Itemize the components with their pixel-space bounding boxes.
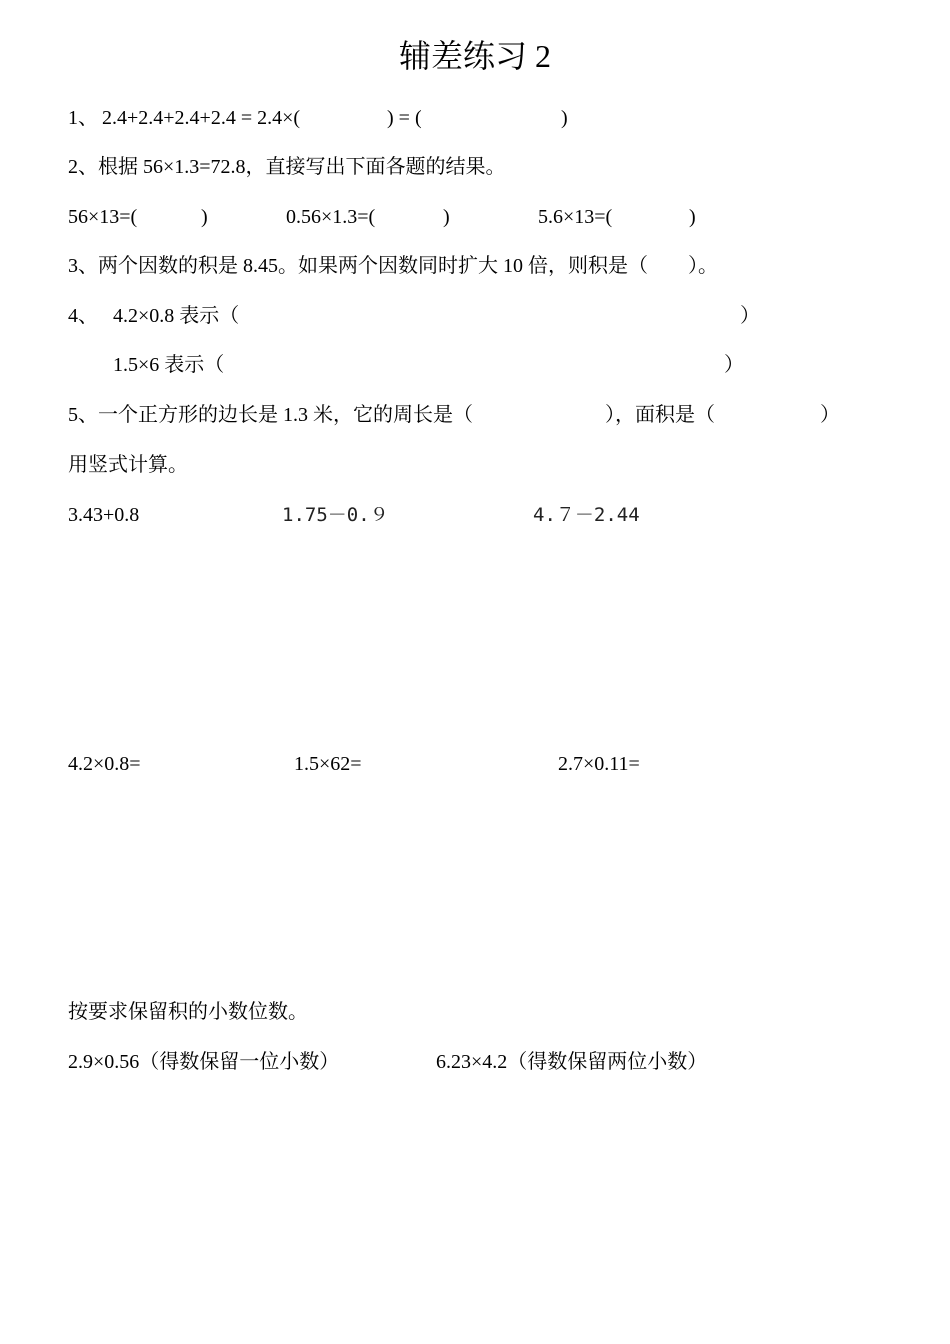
vertical-calc-problem: 2.7×0.11= — [558, 753, 640, 775]
worksheet-title: 辅差练习 2 — [398, 38, 551, 74]
vertical-calc-problem: 4.2×0.8= — [68, 753, 141, 775]
rounding-problem: 6.23×4.2（得数保留两位小数） — [436, 1051, 708, 1073]
vertical-calc-problem: 1.75－0.９ — [282, 504, 389, 526]
question-2-item-b-close: ) — [443, 206, 450, 228]
question-1-expression: 2.4+2.4+2.4+2.4 = 2.4×( — [102, 107, 301, 129]
question-2-item-a-close: ) — [201, 206, 208, 228]
question-4-item-a-close: ） — [740, 305, 760, 327]
question-2-item-c-close: ) — [689, 206, 696, 228]
question-4-item-b: 1.5×6 表示（ — [113, 354, 225, 376]
question-2-item-c: 5.6×13=( — [538, 206, 613, 228]
question-1-blank-separator: ) = ( — [387, 107, 422, 129]
rounding-problem: 2.9×0.56（得数保留一位小数） — [68, 1051, 340, 1073]
vertical-calc-problem: 3.43+0.8 — [68, 504, 140, 526]
question-2-stem: 2、根据 56×1.3=72.8，直接写出下面各题的结果。 — [68, 156, 506, 178]
question-2-item-a: 56×13=( — [68, 206, 138, 228]
question-3: 3、两个因数的积是 8.45。如果两个因数同时扩大 10 倍，则积是（ ）。 — [68, 255, 718, 277]
question-5-part-2: ），面积是（ — [605, 404, 715, 426]
question-2-item-b: 0.56×1.3=( — [286, 206, 376, 228]
question-1-number: 1、 — [68, 107, 98, 129]
vertical-calc-problem: 1.5×62= — [294, 753, 362, 775]
question-4-number: 4、 — [68, 305, 98, 327]
question-4-item-b-close: ） — [724, 354, 744, 376]
vertical-calculation-heading: 用竖式计算。 — [68, 454, 188, 476]
rounding-heading: 按要求保留积的小数位数。 — [68, 1001, 308, 1023]
vertical-calc-problem: 4.７－2.44 — [533, 504, 640, 526]
question-1-close-paren: ) — [561, 107, 568, 129]
question-4-item-a: 4.2×0.8 表示（ — [113, 305, 240, 327]
question-5-close: ） — [820, 404, 840, 426]
question-5-part-1: 5、一个正方形的边长是 1.3 米，它的周长是（ — [68, 404, 473, 426]
